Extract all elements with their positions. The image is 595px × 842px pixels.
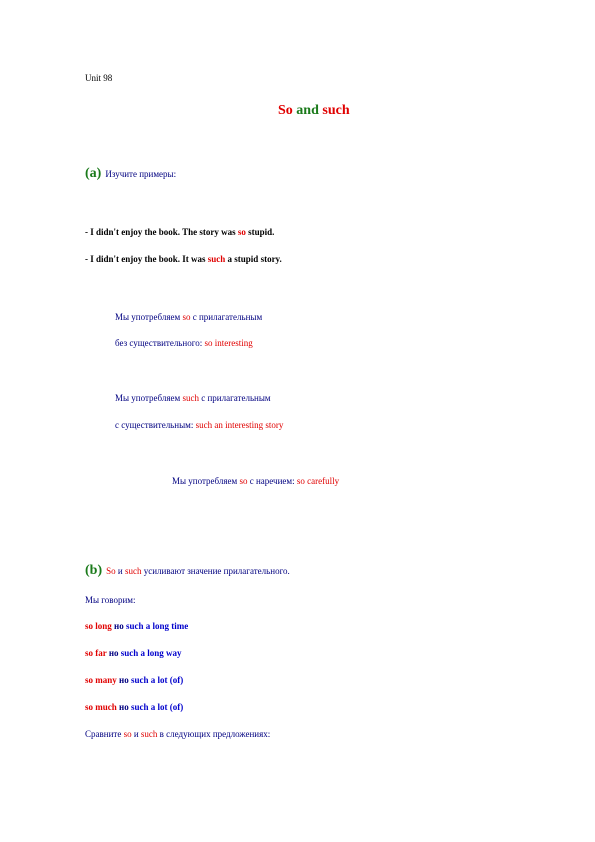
- rule-3-text: Мы употребляем: [172, 476, 240, 486]
- rule-2-highlight: such: [182, 393, 199, 403]
- pair-such: such a lot (of): [130, 675, 184, 685]
- rule-3-highlight: so: [239, 476, 248, 486]
- section-b-and: и: [115, 566, 125, 576]
- compare-so: so: [123, 729, 132, 739]
- rule-2-line-2: [115, 420, 283, 431]
- section-b-so: So: [106, 566, 116, 576]
- rule-3-text-mid: с наречием:: [247, 476, 297, 486]
- example-1-text: - I didn't enjoy the book. The story was: [85, 227, 238, 237]
- rule-1-text-end: с прилагательным: [190, 312, 263, 322]
- unit-label: Unit 98: [85, 73, 113, 83]
- page-title: [278, 103, 350, 119]
- pair-but: но: [111, 621, 126, 631]
- pair-so: so far: [85, 648, 107, 658]
- section-a-heading: [85, 166, 176, 182]
- rule-1-line-2-text: без существительного:: [115, 338, 205, 348]
- rule-2-line-1: [115, 393, 271, 404]
- pair-such: such a lot (of): [130, 702, 184, 712]
- section-b-heading: [85, 563, 290, 579]
- rule-2-example: such an interesting story: [195, 420, 284, 430]
- compare-such: such: [140, 729, 158, 739]
- section-a-instruction: Изучите примеры:: [105, 169, 177, 179]
- example-1: [85, 227, 274, 238]
- section-a-marker: (a): [85, 166, 102, 181]
- title-and: and: [292, 103, 323, 118]
- title-so: So: [278, 103, 293, 118]
- rule-1-example: so interesting: [204, 338, 253, 348]
- example-2: [85, 254, 282, 265]
- example-2-end: a stupid story.: [225, 254, 282, 264]
- rule-1-text: Мы употребляем: [115, 312, 183, 322]
- pair-so: so long: [85, 621, 112, 631]
- pair-but: но: [106, 648, 121, 658]
- title-such: such: [322, 103, 350, 118]
- rule-1-highlight: so: [182, 312, 191, 322]
- rule-1-line-1: [115, 312, 262, 323]
- pair-row: [85, 702, 183, 713]
- pair-so: so much: [85, 702, 117, 712]
- pair-row: [85, 648, 182, 659]
- example-2-text: - I didn't enjoy the book. It was: [85, 254, 208, 264]
- pair-such: such a long way: [120, 648, 182, 658]
- rule-1-line-2: [115, 338, 253, 349]
- section-b-such: such: [124, 566, 142, 576]
- rule-2-text-end: с прилагательным: [198, 393, 271, 403]
- pair-row: [85, 675, 183, 686]
- pair-row: [85, 621, 188, 632]
- compare-text: Сравните: [85, 729, 124, 739]
- pair-but: но: [116, 702, 131, 712]
- compare-text-end: в следующих предложениях:: [157, 729, 271, 739]
- rule-2-text: Мы употребляем: [115, 393, 183, 403]
- compare-line: [85, 729, 270, 740]
- section-b-marker: (b): [85, 563, 103, 578]
- we-say-label: Мы говорим:: [85, 595, 136, 605]
- pair-such: such a long time: [125, 621, 189, 631]
- section-b-rest: усиливают значение прилагательного.: [141, 566, 290, 576]
- compare-and: и: [131, 729, 141, 739]
- pair-so: so many: [85, 675, 117, 685]
- pair-but: но: [116, 675, 131, 685]
- rule-3-example: so carefully: [296, 476, 340, 486]
- example-1-end: stupid.: [245, 227, 275, 237]
- example-2-highlight: such: [207, 254, 226, 264]
- example-1-highlight: so: [237, 227, 246, 237]
- rule-3: [172, 476, 339, 487]
- rule-2-line-2-text: с существительным:: [115, 420, 196, 430]
